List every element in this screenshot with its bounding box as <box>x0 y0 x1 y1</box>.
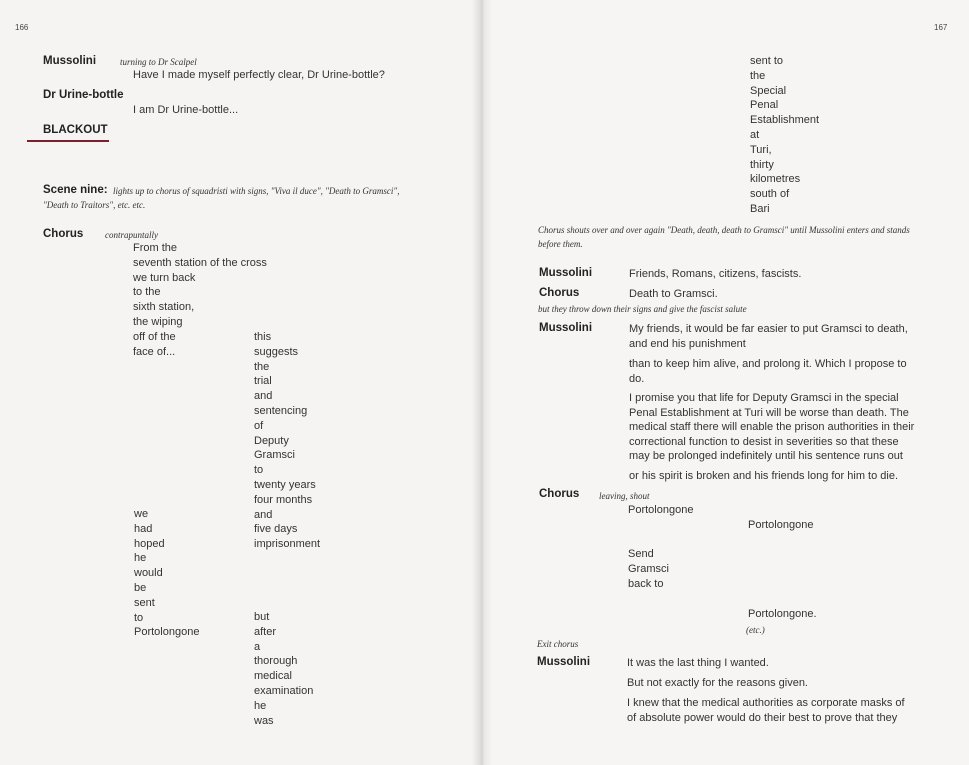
page-number-left: 166 <box>15 23 29 32</box>
verse-line: Portolongone <box>134 626 200 639</box>
verse-line: sent to <box>750 55 784 67</box>
verse-line: Portolongone. <box>748 608 817 620</box>
verse-line: four months <box>254 493 313 506</box>
verse-line: back to <box>628 577 664 590</box>
verse-line: Bari <box>750 202 770 215</box>
speaker-mussolini: Mussolini <box>539 322 593 334</box>
verse-line: to <box>254 464 264 477</box>
verse-line: thirty <box>750 158 774 171</box>
left-page <box>0 0 482 765</box>
verse-line: Deputy <box>254 434 289 447</box>
verse-line: be <box>134 581 147 594</box>
verse-line: trial <box>254 375 272 388</box>
stage-direction: turning to Dr Scalpel <box>120 57 197 67</box>
verse-line: hoped <box>134 537 165 550</box>
chorus-column-d <box>254 610 313 728</box>
scene-direction: lights up to chorus of squadristi with signs, "Viva il duce", "Death to Gramsci", <box>113 186 400 196</box>
verse-line: sentencing <box>254 404 308 417</box>
verse-line: the <box>750 69 766 82</box>
verse-line: seventh station of the cross <box>133 256 267 269</box>
verse-line: suggests <box>254 345 299 358</box>
speech-line: correctional function to desist in severities so that these <box>629 435 899 448</box>
verse-line: he <box>134 552 147 565</box>
verse-line: Send <box>628 548 654 560</box>
verse-line: twenty years <box>254 478 316 491</box>
verse-line: From the <box>133 242 178 254</box>
scene-direction: "Death to Traitors", etc. etc. <box>43 200 146 210</box>
speech-line: I promise you that life for Deputy Gramsci in the special <box>629 392 899 404</box>
speech-line: Penal Establishment at Turi will be worse than death. The <box>629 406 909 419</box>
verse-line: and <box>254 390 273 403</box>
dialogue-line: Death to Gramsci. <box>629 288 718 300</box>
speaker-dr-urine-bottle: Dr Urine-bottle <box>43 89 124 101</box>
verse-line: would <box>134 567 163 580</box>
speech-line: and end his punishment <box>629 337 746 350</box>
speaker-mussolini: Mussolini <box>537 656 591 668</box>
stage-direction: but they throw down their signs and give the fascist salute <box>538 304 747 314</box>
verse-line: the <box>254 360 270 373</box>
verse-line: to the <box>133 286 161 299</box>
right-page <box>482 0 969 765</box>
verse-line: to <box>134 611 144 624</box>
verse-line: we turn back <box>133 271 196 284</box>
verse-line: south of <box>750 188 790 201</box>
speech-paragraph <box>627 696 905 725</box>
page-number-right: 167 <box>934 23 948 32</box>
speech-paragraph <box>629 357 907 386</box>
stage-direction: Chorus shouts over and over again "Death, death, death to Gramsci" until Mussolini enters and stands <box>538 225 910 235</box>
chorus-column-b <box>254 330 320 552</box>
speech-paragraph <box>629 322 908 351</box>
chorus-column-c <box>134 507 199 640</box>
speech-line: But not exactly for the reasons given. <box>627 677 808 689</box>
verse-line: Portolongone <box>628 504 694 516</box>
stage-direction: Exit chorus <box>537 639 579 649</box>
verse-line: we <box>134 508 149 520</box>
dialogue-line: Friends, Romans, citizens, fascists. <box>629 268 802 280</box>
heading-rule <box>27 140 109 142</box>
verse-line: imprisonment <box>254 538 321 551</box>
verse-line: had <box>134 522 153 535</box>
speech-line: may be prolonged indefinitely until his sentence runs out <box>629 450 903 463</box>
speaker-chorus: Chorus <box>539 287 580 299</box>
stage-direction: contrapuntally <box>105 230 158 240</box>
verse-line: Turi, <box>750 143 772 156</box>
speech-line: My friends, it would be far easier to put Gramsci to death, <box>629 323 908 335</box>
verse-line: at <box>750 128 760 141</box>
verse-line: Penal <box>750 99 779 112</box>
book-gutter <box>472 0 492 765</box>
verse-line: examination <box>254 684 314 697</box>
speaker-mussolini: Mussolini <box>539 267 593 279</box>
verse-line: sixth station, <box>133 301 195 314</box>
speech-line: of absolute power would do their best to prove that they <box>627 711 898 724</box>
verse-line: Gramsci <box>628 562 669 575</box>
speech-line: I knew that the medical authorities as corporate masks of <box>627 697 905 709</box>
speaker-chorus: Chorus <box>43 228 84 240</box>
verse-line: of <box>254 419 264 432</box>
verse-line: Establishment <box>750 114 820 127</box>
verse-line: and <box>254 508 273 521</box>
verse-line: thorough <box>254 655 298 668</box>
speech-line: medical staff there will enable the prison authorities in their <box>629 421 915 434</box>
verse-line: Special <box>750 84 787 97</box>
speech-line: It was the last thing I wanted. <box>627 657 769 669</box>
verse-line: off of the <box>133 330 176 343</box>
chorus-continued <box>750 54 819 217</box>
speech-line: or his spirit is broken and his friends long for him to die. <box>629 470 899 482</box>
verse-line: medical <box>254 670 292 683</box>
verse-line: but <box>254 611 270 623</box>
stage-direction: leaving, shout <box>599 491 650 501</box>
verse-line: five days <box>254 523 298 536</box>
verse-line: after <box>254 625 277 638</box>
stage-direction: before them. <box>538 239 583 249</box>
verse-line: kilometres <box>750 173 801 186</box>
chorus-column-a <box>133 241 267 359</box>
dialogue-line: Have I made myself perfectly clear, Dr Urine-bottle? <box>133 69 385 81</box>
speaker-mussolini: Mussolini <box>43 55 97 67</box>
verse-line: Portolongone <box>748 519 814 531</box>
verse-line: was <box>254 714 274 727</box>
verse-line: he <box>254 699 267 712</box>
dialogue-line: I am Dr Urine-bottle... <box>133 104 239 116</box>
blackout-heading: BLACKOUT <box>43 124 108 136</box>
speech-paragraph <box>629 391 914 464</box>
chorus-send <box>628 547 669 591</box>
stage-direction: (etc.) <box>746 625 765 635</box>
verse-line: face of... <box>133 345 176 358</box>
speech-line: do. <box>629 372 645 385</box>
speech-line: than to keep him alive, and prolong it. Which I propose to <box>629 358 907 370</box>
speaker-chorus: Chorus <box>539 488 580 500</box>
verse-line: the wiping <box>133 315 183 328</box>
verse-line: a <box>254 640 261 653</box>
verse-line: this <box>254 331 272 343</box>
verse-line: sent <box>134 596 155 609</box>
verse-line: Gramsci <box>254 449 295 462</box>
scene-label: Scene nine: <box>43 184 108 196</box>
